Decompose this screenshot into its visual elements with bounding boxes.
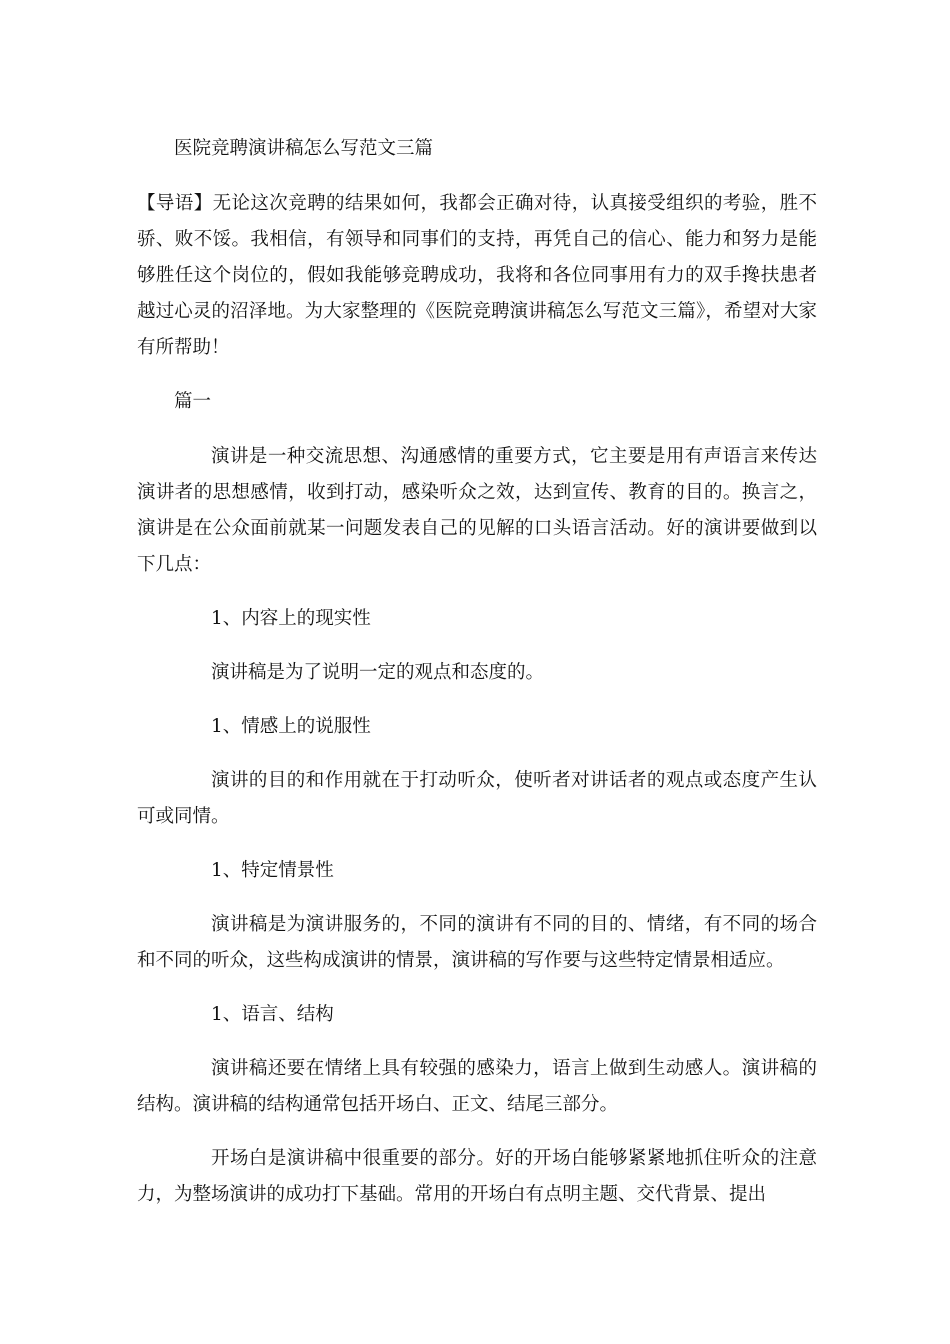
- body-paragraph: 演讲是一种交流思想、沟通感情的重要方式，它主要是用有声语言来传达演讲者的思想感情，收到打动，感染听众之效，达到宣传、教育的目的。换言之，演讲是在公众面前就某一问题发表自己的见解的口头语言活动。好的演讲要做到以下几点：: [137, 446, 817, 575]
- body-paragraph: 演讲稿还要在情绪上具有较强的感染力，语言上做到生动感人。演讲稿的结构。演讲稿的结构通常包括开场白、正文、结尾三部分。: [137, 1058, 817, 1115]
- intro-paragraph: 【导语】无论这次竞聘的结果如何，我都会正确对待，认真接受组织的考验，胜不骄、败不馁。我相信，有领导和同事们的支持，再凭自己的信心、能力和努力是能够胜任这个岗位的，假如我能够竞聘成功，我将和各位同事用有力的双手搀扶患者越过心灵的沼泽地。为大家整理的《医院竞聘演讲稿怎么写范文三篇》，希望对大家有所帮助！: [137, 193, 817, 358]
- body-paragraph: 开场白是演讲稿中很重要的部分。好的开场白能够紧紧地抓住听众的注意力，为整场演讲的成功打下基础。常用的开场白有点明主题、交代背景、提出: [137, 1148, 817, 1205]
- document-body: [137, 131, 817, 1213]
- document-title: 医院竞聘演讲稿怎么写范文三篇: [174, 138, 434, 159]
- point-heading: 1、语言、结构: [211, 1004, 334, 1025]
- body-paragraph: 演讲稿是为演讲服务的，不同的演讲有不同的目的、情绪，有不同的场合和不同的听众，这些构成演讲的情景，演讲稿的写作要与这些特定情景相适应。: [137, 914, 817, 971]
- body-paragraph: 演讲的目的和作用就在于打动听众，使听者对讲话者的观点或态度产生认可或同情。: [137, 770, 817, 827]
- point-heading: 1、情感上的说服性: [211, 716, 371, 737]
- body-paragraph: 演讲稿是为了说明一定的观点和态度的。: [211, 662, 545, 683]
- section-heading: 篇一: [174, 391, 212, 412]
- point-heading: 1、特定情景性: [211, 860, 334, 881]
- point-heading: 1、内容上的现实性: [211, 608, 371, 629]
